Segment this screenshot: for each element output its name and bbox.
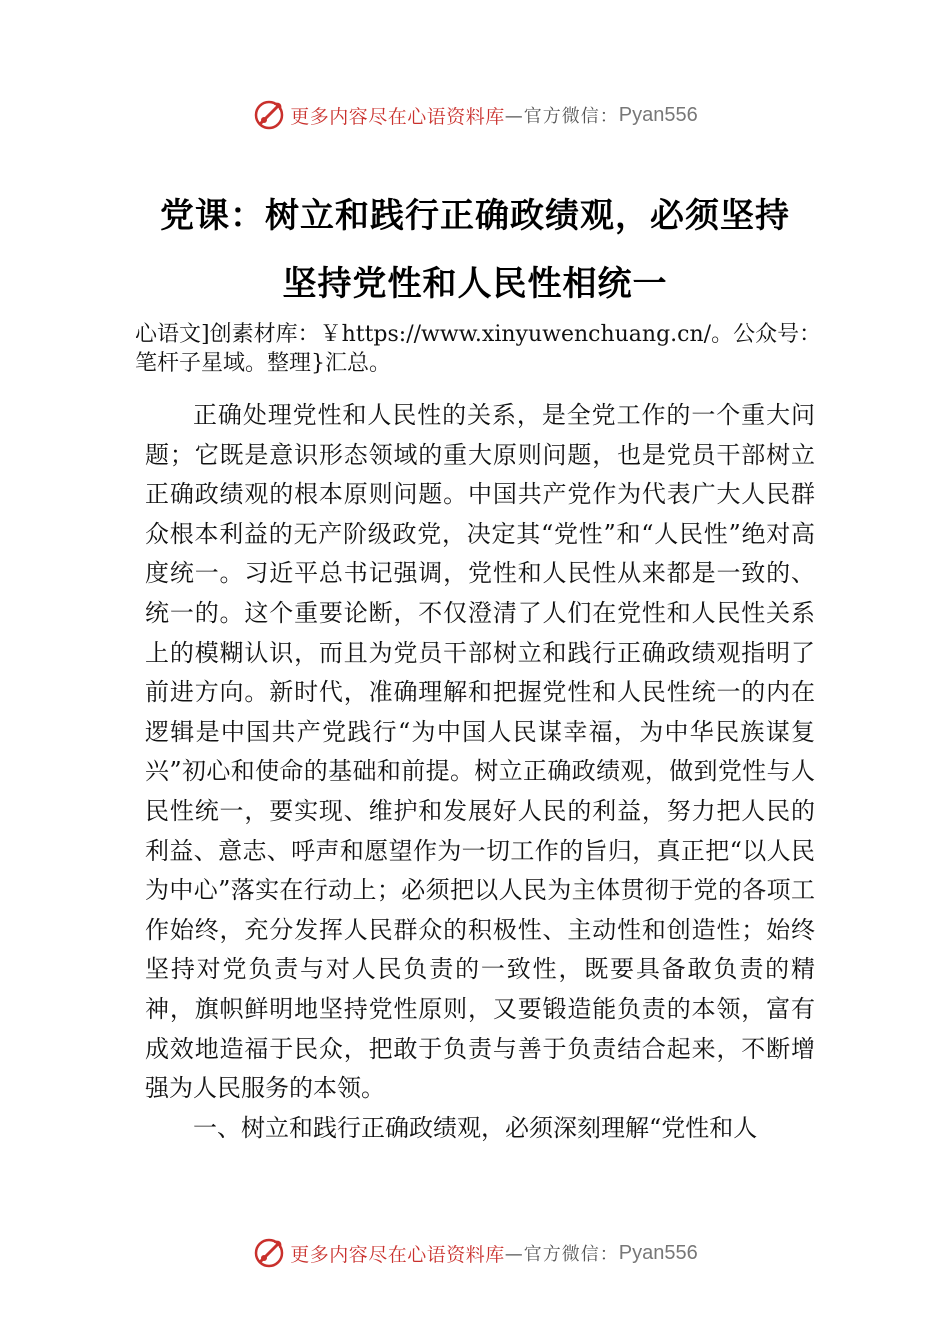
document-title-line2: 坚持党性和人民性相统一 — [282, 264, 668, 304]
banner-official-label: —官方微信： — [504, 106, 619, 127]
source-note: 心语文]创素材库：￥https://www.xinyuwenchuang.cn/。公众号：笔杆子星域。整理}汇总。 — [135, 322, 822, 376]
brush-circle-logo-icon — [252, 98, 286, 132]
banner-wechat-id: Pyan556 — [618, 1241, 698, 1264]
document-body — [145, 396, 815, 1148]
banner-wechat-id: Pyan556 — [618, 103, 698, 126]
banner-official-label: —官方微信： — [504, 1244, 619, 1265]
body-paragraph: 正确处理党性和人民性的关系，是全党工作的一个重大问题；它既是意识形态领域的重大原则问题，也是党员干部树立正确政绩观的根本原则问题。中国共产党作为代表广大人民群众根本利益的无产阶级政党，决定其“党性”和“人民性”绝对高度统一。习近平总书记强调，党性和人民性从来都是一致的、统一的。这个重要论断，不仅澄清了人们在党性和人民性关系上的模糊认识，而且为党员干部树立和践行正确政绩观指明了前进方向。新时代，准确理解和把握党性和人民性统一的内在逻辑是中国共产党践行“为中国人民谋幸福，为中华民族谋复兴”初心和使命的基础和前提。树立正确政绩观，做到党性与人民性统一，要实现、维护和发展好人民的利益，努力把人民的利益、意志、呼声和愿望作为一切工作的旨归，真正把“以人民为中心”落实在行动上；必须把以人民为主体贯彻于党的各项工作始终，充分发挥人民群众的积极性、主动性和创造性；始终坚持对党负责与对人民负责的一致性，既要具备敢负责的精神，旗帜鲜明地坚持党性原则，又要锻造能负责的本领，富有成效地造福于民众，把敢于负责与善于负责结合起来，不断增强为人民服务的本领。 — [145, 401, 815, 1103]
brush-circle-logo-icon — [252, 1236, 286, 1270]
header-banner — [0, 95, 950, 135]
footer-banner — [0, 1233, 950, 1273]
document-title-line1: 党课：树立和践行正确政绩观，必须坚持 — [160, 196, 790, 236]
section-heading-paragraph: 一、树立和践行正确政绩观，必须深刻理解“党性和人 — [193, 1113, 758, 1142]
banner-brand-text: 更多内容尽在心语资料库 — [290, 105, 505, 128]
banner-brand-text: 更多内容尽在心语资料库 — [290, 1243, 505, 1266]
